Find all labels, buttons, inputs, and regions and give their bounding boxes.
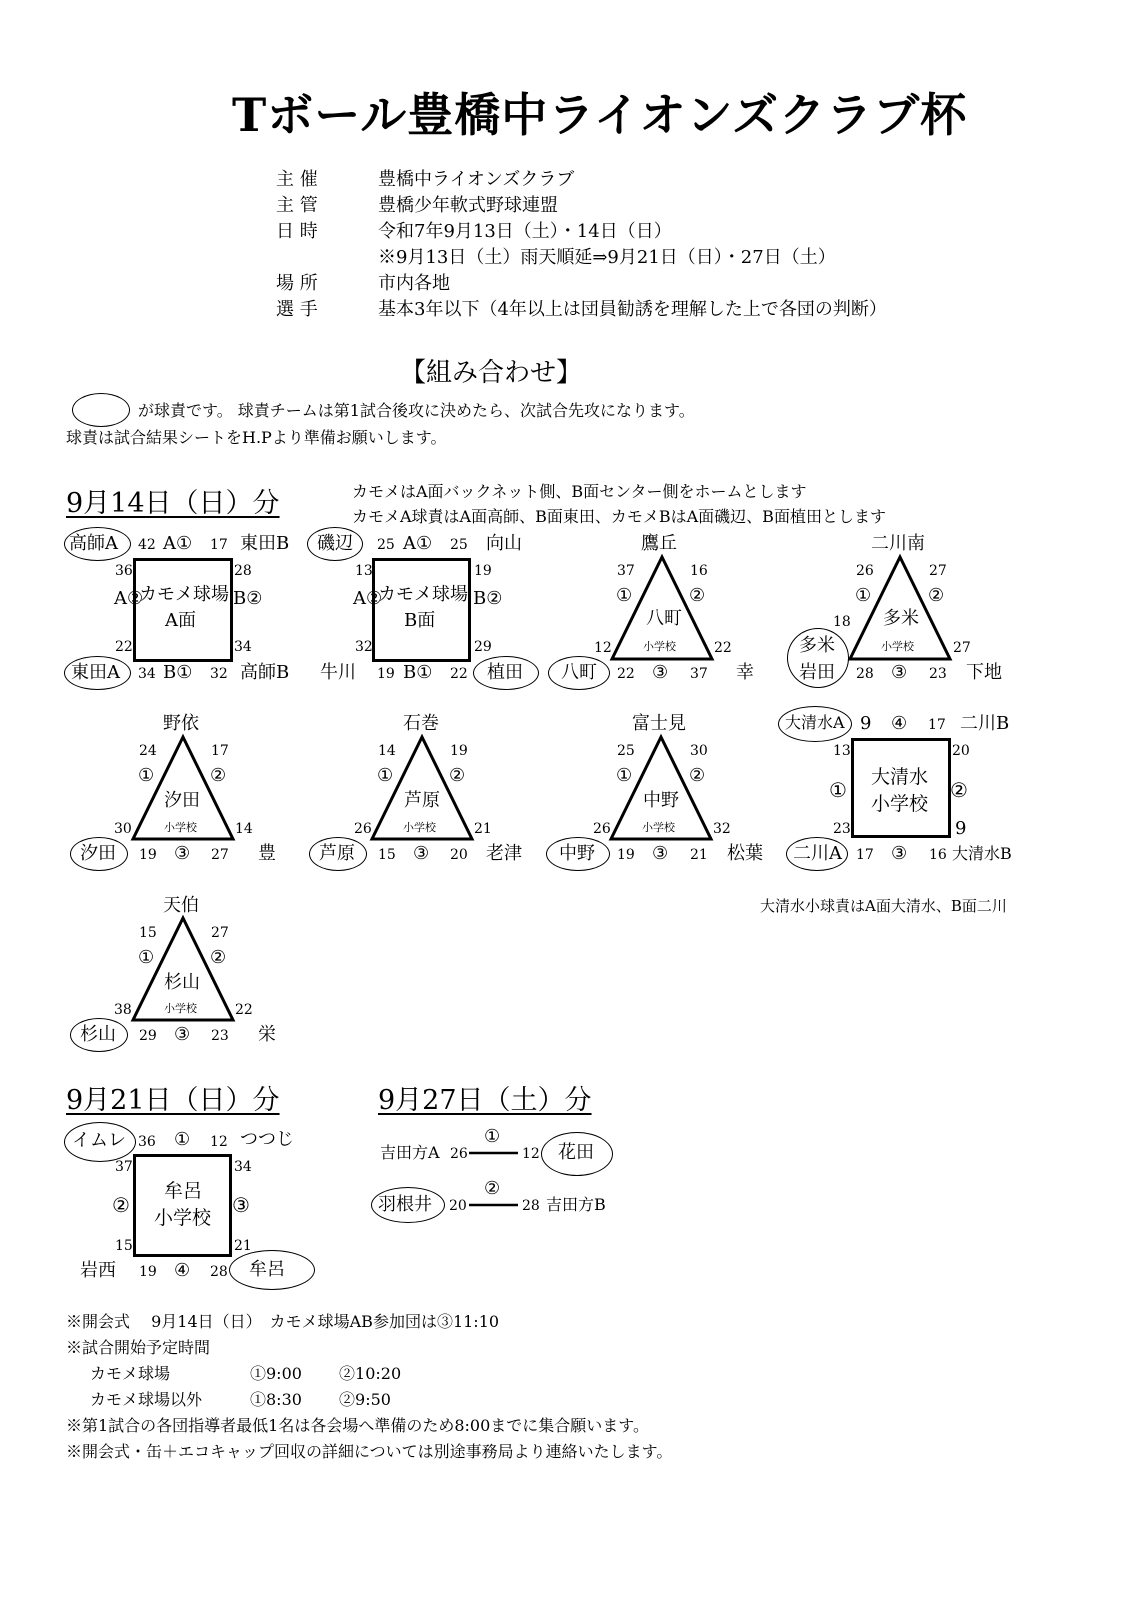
game-mark: ③	[652, 662, 669, 683]
team-label: 岩田	[799, 662, 835, 683]
score: 14	[235, 821, 253, 837]
score: 19	[139, 847, 157, 863]
score: 29	[139, 1028, 157, 1044]
field-name: 汐田	[164, 790, 200, 811]
score: 27	[953, 640, 971, 656]
team-label: 牟呂	[249, 1259, 285, 1280]
field-name: 牟呂	[164, 1180, 203, 1202]
info-label-host: 主 催	[276, 169, 318, 190]
info-value-date: 令和7年9月13日（土）・14日（日）	[378, 221, 672, 242]
game-mark: ②	[449, 765, 466, 786]
game-mark: ③	[891, 843, 908, 864]
game-mark: B②	[233, 588, 263, 609]
score: 21	[690, 847, 708, 863]
footer-other-times: カモメ球場以外 ①8:30 ②9:50	[90, 1390, 391, 1409]
game-mark: ①	[138, 947, 155, 968]
info-value-organizer: 豊橋少年軟式野球連盟	[378, 195, 558, 216]
field-name: 中野	[643, 790, 679, 811]
game-mark: A①	[163, 533, 193, 554]
game-mark: ③	[891, 662, 908, 683]
team-label: 岩西	[80, 1260, 116, 1281]
oshimizu-note: 大清水小球責はA面大清水、B面二川	[760, 897, 1007, 915]
score: 20	[952, 743, 970, 759]
score: 37	[617, 563, 635, 579]
score: 26	[856, 563, 874, 579]
info-label-date: 日 時	[276, 221, 318, 242]
game-mark: A①	[403, 533, 433, 554]
score: 19	[474, 563, 492, 579]
score: 17	[928, 717, 946, 733]
score: 30	[690, 743, 708, 759]
legend-text-2: 球責は試合結果シートをH.Pより準備お願いします。	[66, 428, 447, 447]
score: 21	[234, 1238, 252, 1254]
field-name: 多米	[883, 608, 919, 629]
score: 34	[138, 666, 156, 682]
team-label: 豊	[258, 843, 276, 864]
team-label: 植田	[487, 662, 523, 683]
team-label: 栄	[258, 1024, 276, 1045]
score: 9	[955, 818, 967, 839]
team-label: 富士見	[632, 713, 686, 734]
score: 27	[929, 563, 947, 579]
score: 38	[114, 1002, 132, 1018]
score: 26	[354, 821, 372, 837]
score: 15	[378, 847, 396, 863]
score: 34	[234, 639, 252, 655]
game-mark: ②	[210, 765, 227, 786]
game-mark: ②	[928, 585, 945, 606]
score: 28	[522, 1198, 540, 1214]
score: 22	[115, 639, 133, 655]
game-mark: ①	[855, 585, 872, 606]
team-label: 芦原	[319, 843, 355, 864]
team-label: 中野	[559, 843, 595, 864]
field-name: カモメ球場	[378, 584, 468, 605]
team-label: 磯辺	[317, 533, 353, 554]
score: 20	[449, 1198, 467, 1214]
section-title-0927: 9月27日（土）分	[378, 1085, 592, 1116]
team-label: 花田	[558, 1142, 594, 1163]
game-mark: ①	[484, 1126, 501, 1147]
score: 22	[450, 666, 468, 682]
kamome-note-1: カモメはA面バックネット側、B面センター側をホームとします	[352, 482, 807, 501]
field-sub: 小学校	[154, 1207, 212, 1229]
team-label: 老津	[486, 843, 522, 864]
score: 25	[377, 537, 395, 553]
game-mark: A②	[114, 588, 144, 609]
field-sub: 小学校	[642, 821, 675, 834]
team-label: 杉山	[80, 1024, 116, 1045]
team-label: 向山	[486, 533, 522, 554]
game-mark: ①	[616, 765, 633, 786]
score: 19	[377, 666, 395, 682]
field-sub: 小学校	[164, 821, 197, 834]
score: 30	[114, 821, 132, 837]
field-name: 八町	[646, 608, 682, 629]
info-value-players: 基本3年以下（4年以上は団員勧誘を理解した上で各団の判断）	[378, 299, 887, 320]
score: 19	[139, 1264, 157, 1280]
info-label-players: 選 手	[276, 299, 318, 320]
field-side: B面	[404, 610, 436, 631]
score: 28	[856, 666, 874, 682]
game-mark: ①	[829, 778, 847, 802]
game-mark: B①	[163, 662, 193, 683]
game-mark: B①	[403, 662, 433, 683]
score: 9	[860, 713, 872, 734]
score: 26	[593, 821, 611, 837]
team-label: 大清水B	[952, 844, 1012, 863]
score: 22	[617, 666, 635, 682]
field-box	[851, 738, 951, 838]
info-value-place: 市内各地	[378, 273, 450, 294]
game-mark: ③	[652, 843, 669, 864]
score: 25	[450, 537, 468, 553]
game-mark: ②	[950, 778, 968, 802]
score: 16	[929, 847, 947, 863]
team-label: 二川A	[793, 843, 842, 864]
team-label: 羽根井	[378, 1194, 432, 1215]
field-sub: 小学校	[403, 821, 436, 834]
footer-contact: ※開会式・缶＋エコキャップ回収の詳細については別途事務局より連絡いたします。	[66, 1442, 673, 1461]
game-mark: ②	[112, 1193, 130, 1217]
score: 19	[450, 743, 468, 759]
team-label: 東田A	[71, 662, 120, 683]
info-label-place: 場 所	[276, 273, 318, 294]
score: 13	[355, 563, 373, 579]
score: 42	[138, 537, 156, 553]
score: 26	[450, 1146, 468, 1162]
score: 32	[210, 666, 228, 682]
score: 36	[138, 1134, 156, 1150]
team-label: 多米	[799, 635, 835, 656]
game-mark: ④	[174, 1260, 191, 1281]
score: 28	[210, 1264, 228, 1280]
score: 37	[115, 1159, 133, 1175]
score: 13	[833, 743, 851, 759]
kamome-note-2: カモメA球責はA面高師、B面東田、カモメBはA面磯辺、B面植田とします	[352, 507, 886, 526]
game-mark: ①	[174, 1129, 191, 1150]
footer-start-times: ※試合開始予定時間	[66, 1338, 211, 1357]
score: 36	[115, 563, 133, 579]
legend-text: が球責です。 球責チームは第1試合後攻に決めたら、次試合先攻になります。	[138, 401, 695, 420]
team-label: 牛川	[320, 662, 356, 683]
info-value-host: 豊橋中ライオンズクラブ	[378, 169, 575, 190]
game-mark: ③	[174, 843, 191, 864]
team-label: 八町	[561, 662, 597, 683]
game-mark: ②	[689, 585, 706, 606]
game-mark: ④	[891, 713, 908, 734]
score: 34	[234, 1159, 252, 1175]
score: 12	[594, 640, 612, 656]
field-name: 大清水	[871, 766, 929, 788]
footer-gathering: ※第1試合の各団指導者最低1名は各会場へ準備のため8:00までに集合願います。	[66, 1416, 650, 1435]
game-mark: ②	[210, 947, 227, 968]
team-label: 松葉	[727, 843, 763, 864]
field-sub: 小学校	[871, 793, 929, 815]
team-label: 鷹丘	[641, 533, 677, 554]
team-label: 天伯	[163, 895, 199, 916]
score: 17	[856, 847, 874, 863]
score: 24	[139, 743, 157, 759]
team-label: 吉田方B	[546, 1195, 606, 1214]
info-value-rain: ※9月13日（土）雨天順延⇒9月21日（日）・27日（土）	[378, 247, 836, 268]
kumiawase-title: 【組み合わせ】	[400, 358, 583, 388]
team-label: 幸	[736, 662, 754, 683]
score: 22	[714, 640, 732, 656]
score: 22	[235, 1002, 253, 1018]
score: 12	[210, 1134, 228, 1150]
game-mark: ③	[174, 1024, 191, 1045]
game-mark: ①	[616, 585, 633, 606]
game-mark: ②	[484, 1178, 501, 1199]
info-label-organizer: 主 管	[276, 195, 318, 216]
team-label: 東田B	[240, 533, 290, 554]
score: 20	[450, 847, 468, 863]
game-mark: ①	[138, 765, 155, 786]
section-title-0914: 9月14日（日）分	[66, 488, 280, 519]
score: 15	[139, 925, 157, 941]
footer-kamome-times: カモメ球場 ①9:00 ②10:20	[90, 1364, 402, 1383]
team-label: 石巻	[403, 713, 439, 734]
score: 32	[355, 639, 373, 655]
section-title-0921: 9月21日（日）分	[66, 1085, 280, 1116]
score: 18	[833, 614, 851, 630]
field-sub: 小学校	[643, 640, 676, 653]
game-mark: B②	[473, 588, 503, 609]
field-side: A面	[165, 610, 196, 631]
score: 32	[713, 821, 731, 837]
game-mark: ③	[232, 1193, 250, 1217]
score: 15	[115, 1238, 133, 1254]
game-mark: ③	[413, 843, 430, 864]
team-label: 野依	[163, 713, 199, 734]
score: 17	[211, 743, 229, 759]
score: 12	[522, 1146, 540, 1162]
team-label: 吉田方A	[380, 1143, 440, 1162]
team-label: 高師B	[240, 662, 290, 683]
field-sub: 小学校	[164, 1002, 197, 1015]
field-name: 杉山	[164, 972, 200, 993]
score: 23	[929, 666, 947, 682]
footer-opening: ※開会式 9月14日（日） カモメ球場AB参加団は③11:10	[66, 1312, 500, 1331]
field-name: カモメ球場	[139, 584, 229, 605]
score: 29	[474, 639, 492, 655]
game-mark: A②	[353, 588, 383, 609]
score: 27	[211, 925, 229, 941]
team-label: 高師A	[69, 533, 118, 554]
team-label: 汐田	[80, 843, 116, 864]
team-label: 二川B	[960, 713, 1010, 734]
score: 23	[211, 1028, 229, 1044]
field-box	[133, 1154, 232, 1257]
team-label: 二川南	[871, 533, 925, 554]
field-sub: 小学校	[881, 640, 914, 653]
team-label: イムレ	[72, 1130, 126, 1151]
team-label: つつじ	[240, 1129, 294, 1150]
team-label: 大清水A	[785, 713, 845, 732]
score: 37	[690, 666, 708, 682]
score: 27	[211, 847, 229, 863]
game-mark: ②	[689, 765, 706, 786]
score: 17	[210, 537, 228, 553]
score: 25	[617, 743, 635, 759]
score: 21	[474, 821, 492, 837]
team-label: 下地	[966, 662, 1002, 683]
score: 19	[617, 847, 635, 863]
score: 16	[690, 563, 708, 579]
score: 23	[833, 821, 851, 837]
page-title: Tボール豊橋中ライオンズクラブ杯	[232, 88, 968, 142]
game-mark: ①	[377, 765, 394, 786]
field-name: 芦原	[404, 790, 440, 811]
score: 14	[378, 743, 396, 759]
score: 28	[234, 563, 252, 579]
